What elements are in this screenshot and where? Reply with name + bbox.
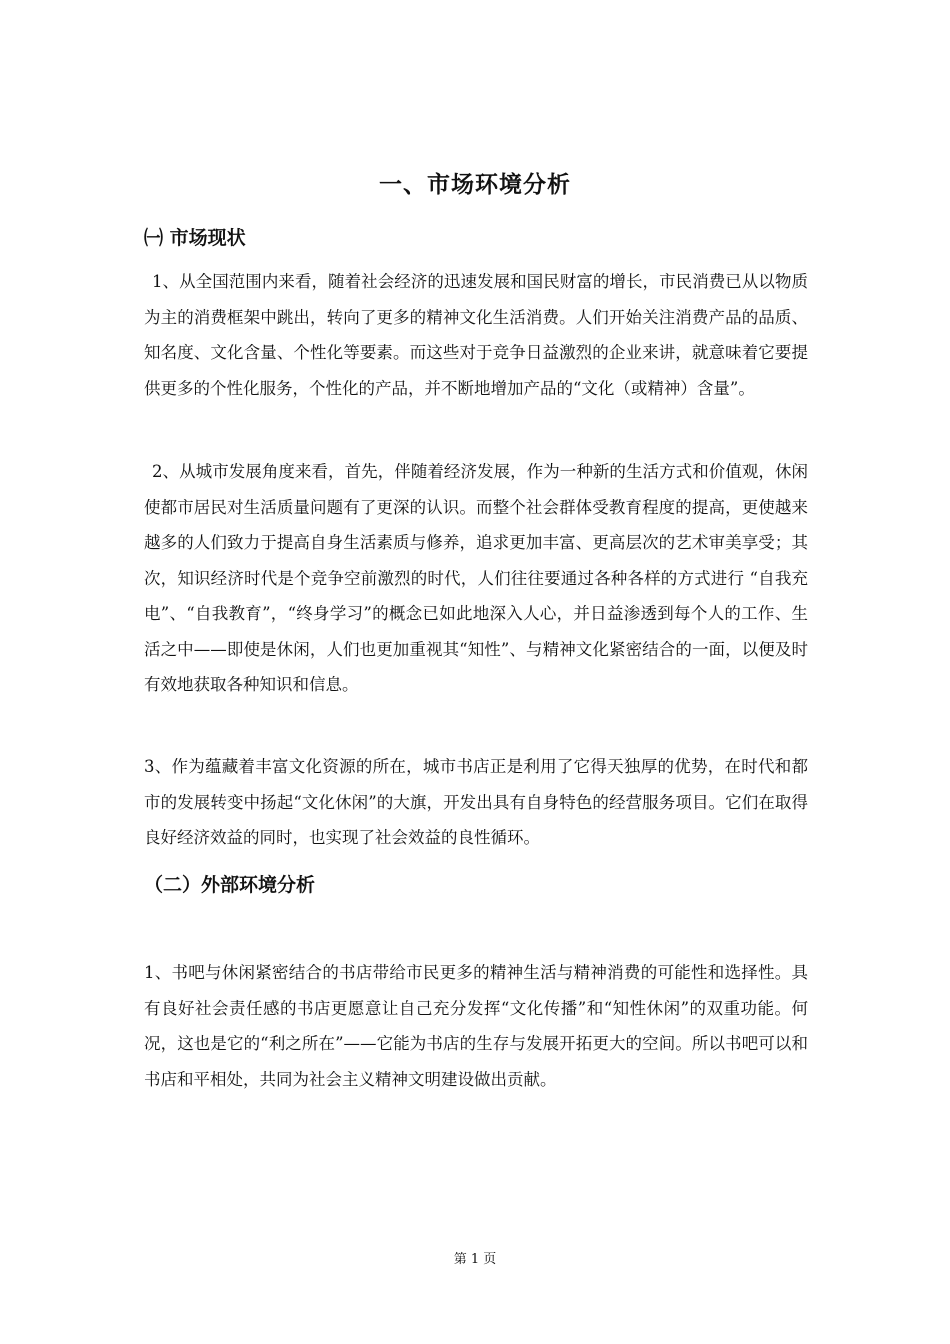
- page-number-footer: 第 1 页: [453, 1252, 497, 1267]
- paragraph-market-status-1: 1、从全国范围内来看，随着社会经济的迅速发展和国民财富的增长，市民消费已从以物质为主的消费框架中跳出，转向了更多的精神文化生活消费。人们开始关注消费产品的品质、知名度、文化含量、个性化等要素。而这些对于竞争日益激烈的企业来讲，就意味着它要提供更多的个性化服务，个性化的产品，并不断地增加产品的“文化（或精神）含量”。: [144, 272, 808, 398]
- section-heading-external-environment: （二）外部环境分析: [144, 874, 316, 896]
- page-title: 一、市场环境分析: [379, 172, 571, 198]
- paragraph-market-status-3: 3、作为蕴藏着丰富文化资源的所在，城市书店正是利用了它得天独厚的优势，在时代和都市的发展转变中扬起“文化休闲”的大旗，开发出具有自身特色的经营服务项目。它们在取得良好经济效益的同时，也实现了社会效益的良性循环。: [144, 757, 808, 847]
- paragraph-external-environment-1: 1、书吧与休闲紧密结合的书店带给市民更多的精神生活与精神消费的可能性和选择性。具有良好社会责任感的书店更愿意让自己充分发挥“文化传播”和“知性休闲”的双重功能。何况，这也是它的“利之所在”——它能为书店的生存与发展开拓更大的空间。所以书吧可以和书店和平相处，共同为社会主义精神文明建设做出贡献。: [144, 963, 808, 1089]
- section-heading-market-status: ㈠ 市场现状: [144, 227, 246, 249]
- paragraph-market-status-2: 2、从城市发展角度来看，首先，伴随着经济发展，作为一种新的生活方式和价值观，休闲使都市居民对生活质量问题有了更深的认识。而整个社会群体受教育程度的提高，更使越来越多的人们致力于提高自身生活素质与修养，追求更加丰富、更高层次的艺术审美享受；其次，知识经济时代是个竞争空前激烈的时代，人们往往要通过各种各样的方式进行 “自我充电”、“自我教育”，“终身学习”的概念已如此地深入人心，并日益渗透到每个人的工作、生活之中——即使是休闲，人们也更加重视其“知性”、与精神文化紧密结合的一面，以便及时有效地获取各种知识和信息。: [144, 462, 808, 694]
